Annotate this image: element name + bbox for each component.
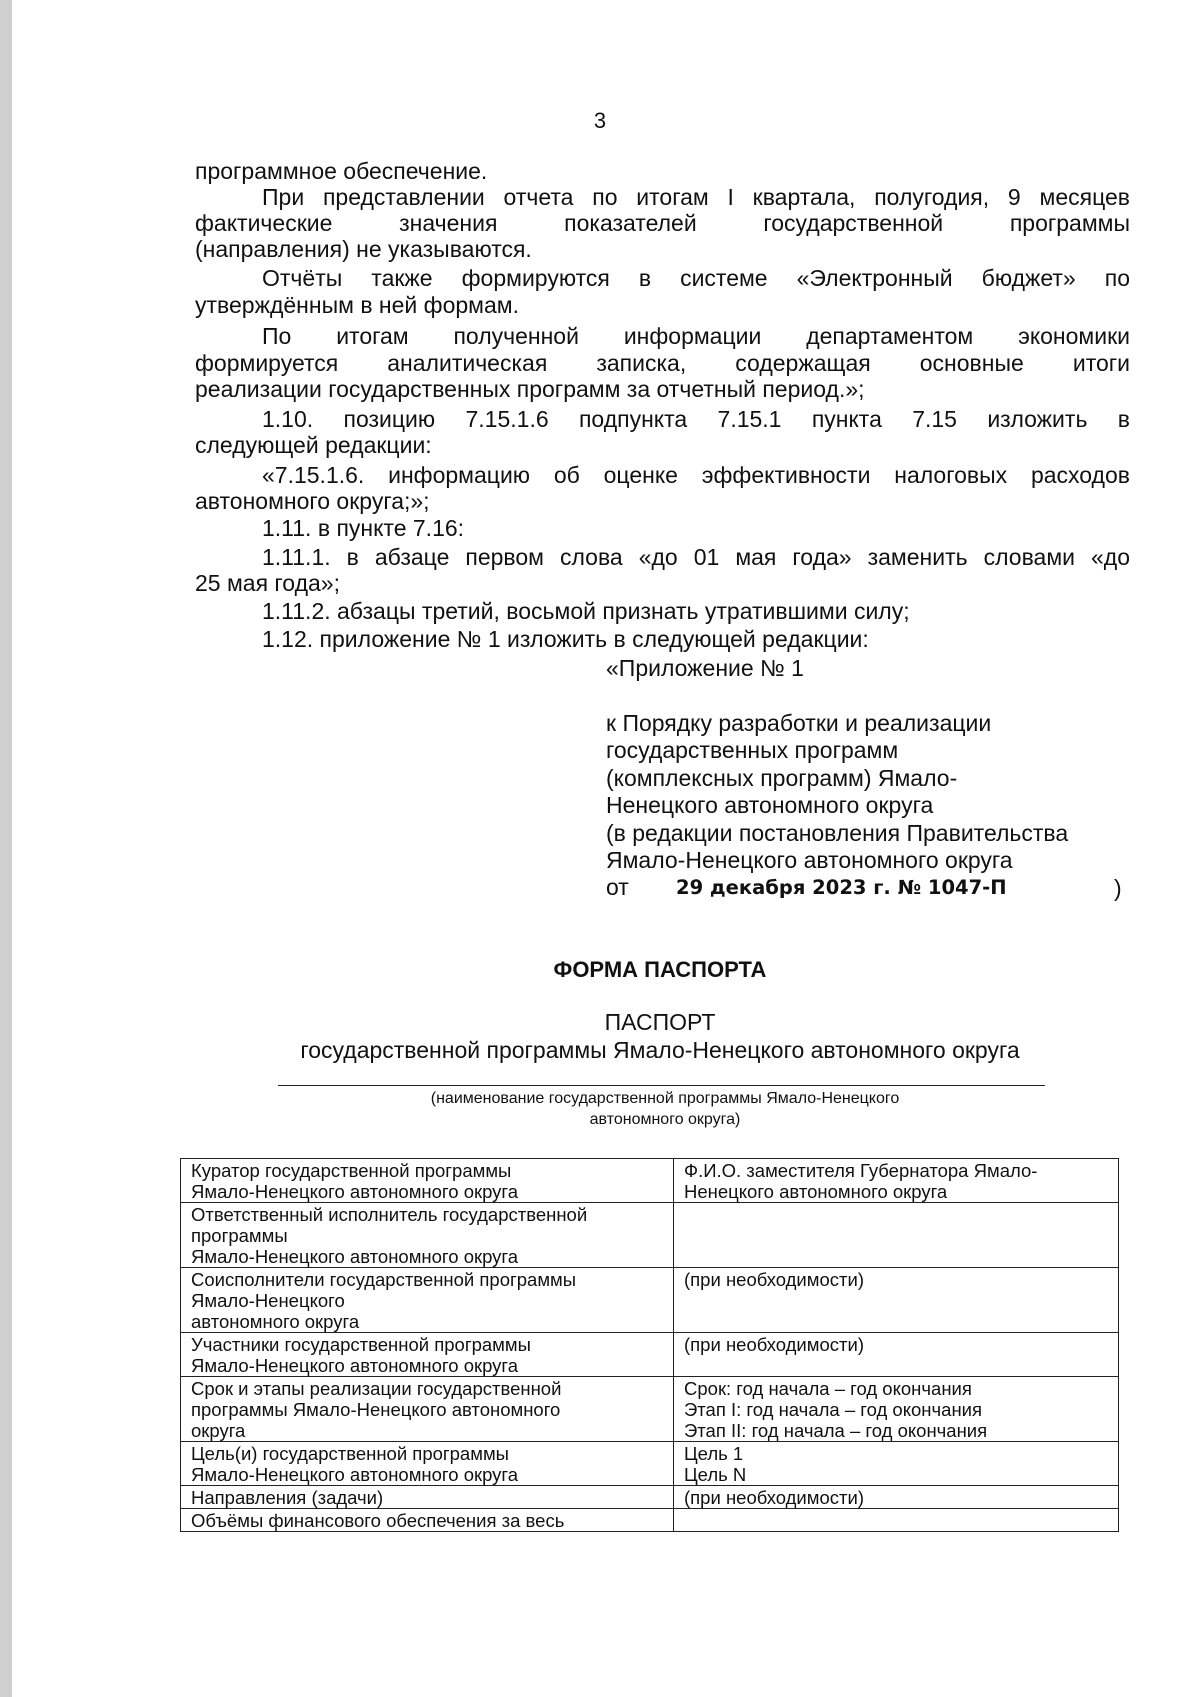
row-value — [674, 1203, 1119, 1268]
paragraph-line: 25 мая года»; — [195, 570, 340, 596]
row-label: Цель(и) государственной программы Ямало-Ненецкого автономного округа — [181, 1442, 674, 1486]
table-row — [181, 1159, 1119, 1203]
paragraph-line: формируется аналитическая записка, содержащая основные итоги — [195, 350, 1130, 376]
paragraph-line: Отчёты также формируются в системе «Электронный бюджет» по — [262, 265, 1130, 291]
appendix-line: Ямало-Ненецкого автономного округа — [606, 847, 1013, 873]
scan-edge — [0, 0, 12, 1697]
paragraph-line: следующей редакции: — [195, 432, 432, 458]
form-title: ФОРМА ПАСПОРТА — [553, 957, 767, 982]
row-value: (при необходимости) — [674, 1486, 1119, 1509]
paragraph-line: утверждённым в ней формам. — [195, 292, 519, 318]
appendix-date-number: 29 декабря 2023 г. № 1047-П — [676, 876, 1007, 899]
paragraph-line: 1.12. приложение № 1 изложить в следующей редакции: — [262, 626, 869, 652]
paragraph-line: «7.15.1.6. информацию об оценке эффективности налоговых расходов — [262, 462, 1130, 488]
paragraph-line: По итогам полученной информации департаментом экономики — [262, 323, 1130, 349]
row-label: Объёмы финансового обеспечения за весь — [181, 1509, 674, 1532]
row-value: Срок: год начала – год окончания Этап I: год начала – год окончания Этап II: год начала – год окончания — [674, 1377, 1119, 1442]
appendix-close-paren: ) — [1114, 875, 1122, 901]
row-value: (при необходимости) — [674, 1333, 1119, 1377]
row-value: Цель 1 Цель N — [674, 1442, 1119, 1486]
appendix-line: (комплексных программ) Ямало- — [606, 765, 958, 791]
paragraph-line: автономного округа;»; — [195, 488, 430, 514]
paragraph-line: 1.10. позицию 7.15.1.6 подпункта 7.15.1 пункта 7.15 изложить в — [262, 406, 1130, 432]
passport-subtitle: государственной программы Ямало-Ненецкого автономного округа — [300, 1037, 1020, 1063]
paragraph-line: 1.11. в пункте 7.16: — [262, 515, 465, 541]
name-caption-line: автономного округа) — [589, 1111, 741, 1128]
table-row — [181, 1509, 1119, 1532]
table-row — [181, 1377, 1119, 1442]
appendix-line: государственных программ — [606, 737, 899, 763]
row-label: Ответственный исполнитель государственной программы Ямало-Ненецкого автономного округа — [181, 1203, 674, 1268]
row-value: Ф.И.О. заместителя Губернатора Ямало- Ненецкого автономного округа — [674, 1159, 1119, 1203]
paragraph-line: (направления) не указываются. — [195, 236, 532, 262]
table-row — [181, 1442, 1119, 1486]
name-underline — [278, 1085, 1045, 1086]
row-label: Срок и этапы реализации государственной программы Ямало-Ненецкого автономного округа — [181, 1377, 674, 1442]
paragraph-line: 1.11.1. в абзаце первом слова «до 01 мая года» заменить словами «до — [262, 544, 1130, 570]
paragraph-line: реализации государственных программ за отчетный период.»; — [195, 376, 865, 402]
paragraph-line: При представлении отчета по итогам I квартала, полугодия, 9 месяцев — [262, 184, 1130, 210]
passport-table — [180, 1158, 1119, 1532]
row-label: Направления (задачи) — [181, 1486, 674, 1509]
appendix-line: к Порядку разработки и реализации — [606, 710, 992, 736]
row-value: (при необходимости) — [674, 1268, 1119, 1333]
row-label: Соисполнители государственной программы Ямало-Ненецкого автономного округа — [181, 1268, 674, 1333]
row-value — [674, 1509, 1119, 1532]
page-number: 3 — [593, 108, 607, 133]
appendix-from-label: от — [606, 874, 629, 900]
table-row — [181, 1203, 1119, 1268]
table-row — [181, 1333, 1119, 1377]
appendix-title: «Приложение № 1 — [606, 655, 804, 681]
passport-title: ПАСПОРТ — [604, 1009, 716, 1035]
appendix-line: (в редакции постановления Правительства — [606, 820, 1069, 846]
table-row — [181, 1486, 1119, 1509]
paragraph-line: программное обеспечение. — [195, 158, 488, 184]
row-label: Куратор государственной программы Ямало-Ненецкого автономного округа — [181, 1159, 674, 1203]
paragraph-line: фактические значения показателей государственной программы — [195, 210, 1130, 236]
paragraph-line: 1.11.2. абзацы третий, восьмой признать утратившими силу; — [262, 598, 910, 624]
name-caption-line: (наименование государственной программы Ямало-Ненецкого — [430, 1090, 900, 1107]
table-row — [181, 1268, 1119, 1333]
row-label: Участники государственной программы Ямало-Ненецкого автономного округа — [181, 1333, 674, 1377]
appendix-line: Ненецкого автономного округа — [606, 792, 934, 818]
